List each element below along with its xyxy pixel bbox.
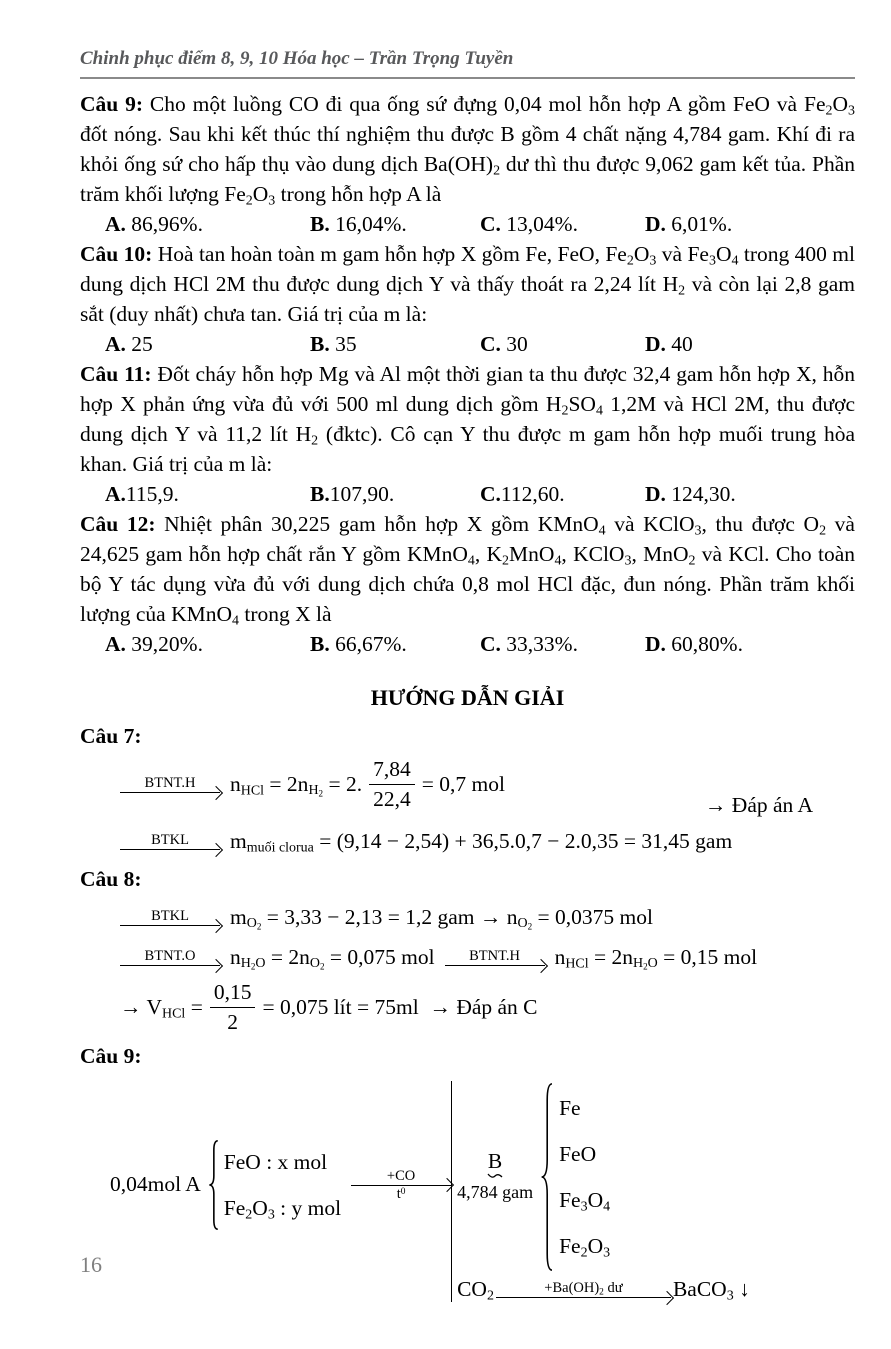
option-b — [310, 629, 480, 659]
option-c — [480, 329, 645, 359]
question-9-options — [105, 209, 855, 239]
solid-b-mass: 4,784 gam — [457, 1182, 534, 1203]
option-letter: A. — [105, 632, 126, 656]
denominator: 22,4 — [373, 786, 411, 811]
right-arrow-icon — [120, 792, 220, 793]
option-value: 60,80%. — [665, 632, 743, 656]
option-value: 86,96%. — [125, 212, 203, 236]
option-a — [105, 209, 310, 239]
cau8-line-1 — [120, 900, 855, 934]
question-12-text: Nhiệt phân 30,225 gam hỗn hợp X gồm KMnO$_4$ và KClO$_3$, thu được $O_2$ và 24,625 gam hỗn hợp chất rắn Y gồm KMnO$_4$, $K_2MnO_4$, KClO$_3$, MnO$_2$ và KCl. Cho toàn bộ Y tác dụng vừa đủ với dung dịch chứa 0,8 mol HCl đặc, đun nóng. Phần trăm khối lượng của KMnO$_4$ trong X là — [80, 512, 855, 629]
page-header: Chinh phục điểm 8, 9, 10 Hóa học – Trần Trọng Tuyền — [80, 48, 855, 79]
arrow-label: BTNT.H — [144, 775, 196, 792]
option-letter: A. — [105, 482, 126, 506]
formula: $n_{H_2O} = 2n_{O_2} = 0,075$ mol — [230, 944, 435, 972]
option-a — [105, 479, 310, 509]
question-11-options — [105, 479, 855, 509]
question-11-label: Câu 11: — [80, 362, 152, 386]
option-letter: A. — [105, 212, 126, 236]
curly-brace-icon — [540, 1081, 556, 1273]
question-9 — [80, 89, 855, 209]
arrow-label: BTKL — [151, 832, 189, 849]
formula: $m_{O_2} = 3,33 - 2,13 = 1,2$ gam → $n_{O_2} = 0,0375$ mol — [230, 904, 653, 932]
option-d — [645, 479, 855, 509]
mixture-a-item: FeO : x mol — [223, 1149, 328, 1174]
labeled-arrow — [445, 948, 545, 966]
mixture-b-item: $Fe_3O_4$ — [559, 1187, 611, 1215]
option-letter: B. — [310, 482, 330, 506]
arrow-label: $+Ba(OH)_2$ dư — [544, 1280, 623, 1298]
option-value: 33,33%. — [500, 632, 578, 656]
reactant-amount: 0,04mol A — [110, 1172, 201, 1197]
right-arrow-icon — [120, 965, 220, 966]
option-value: 66,67%. — [329, 632, 407, 656]
option-b — [310, 329, 480, 359]
arrow-label: BTNT.H — [469, 948, 521, 965]
diagram-reactants — [110, 1139, 451, 1231]
option-a — [105, 629, 310, 659]
solid-b-mass-block — [457, 1150, 533, 1203]
right-arrow-icon — [445, 965, 545, 966]
arrow-label: BTNT.O — [144, 948, 196, 965]
option-value: 112,60. — [500, 482, 565, 506]
arrow-label: BTKL — [151, 908, 189, 925]
underbrace-icon — [487, 1172, 503, 1179]
question-10-label: Câu 10: — [80, 242, 153, 266]
cau8-line-2 — [120, 940, 855, 974]
option-value: 124,30. — [665, 482, 736, 506]
option-value: 40 — [665, 332, 693, 356]
option-letter: C. — [480, 632, 501, 656]
option-value: 115,9. — [125, 482, 179, 506]
option-c — [480, 209, 645, 239]
option-letter: C. — [480, 332, 501, 356]
formula: $m_{muối clorua} = (9,14 - 2,54) + 36,5.0,7 - 2.0,35 = 31,45$ gam — [230, 828, 733, 856]
labeled-arrow — [120, 908, 220, 926]
page-number: 16 — [80, 1252, 102, 1277]
mixture-a-item: $Fe_2O_3$ : y mol — [223, 1195, 342, 1223]
option-d — [645, 329, 855, 359]
denominator: 2 — [227, 1010, 239, 1035]
right-arrow-icon — [120, 849, 220, 850]
arrow-sublabel: $t^0$ — [396, 1185, 406, 1202]
option-letter: D. — [645, 632, 666, 656]
option-letter: D. — [645, 332, 666, 356]
option-letter: C. — [480, 482, 501, 506]
labeled-arrow — [120, 832, 220, 850]
option-value: 13,04%. — [500, 212, 578, 236]
option-c — [480, 479, 645, 509]
curly-brace-icon — [208, 1139, 221, 1231]
solid-b-letter: B — [487, 1149, 503, 1174]
question-12-label: Câu 12: — [80, 512, 156, 536]
mixture-a-list — [224, 1139, 341, 1231]
option-value: 35 — [329, 332, 357, 356]
cau7-line-2 — [120, 824, 855, 858]
co2-reaction-line — [457, 1277, 750, 1302]
option-letter: C. — [480, 212, 501, 236]
question-10-options — [105, 329, 855, 359]
numerator: 0,15 — [210, 980, 256, 1008]
right-arrow-icon — [351, 1185, 451, 1186]
formula: $n_{HCl} = 2n_{H_2} = 2$. — [230, 771, 363, 799]
labeled-arrow — [120, 775, 220, 793]
fraction — [369, 757, 415, 811]
option-value: 30 — [500, 332, 528, 356]
numerator: 7,84 — [369, 757, 415, 785]
option-d — [645, 629, 855, 659]
mixture-b-item: FeO — [559, 1141, 597, 1166]
option-value: 39,20%. — [125, 632, 203, 656]
right-arrow-icon — [120, 925, 220, 926]
mixture-b-item: $Fe_2O_3$ — [559, 1233, 611, 1261]
cau9-diagram — [110, 1081, 855, 1302]
fraction — [210, 980, 256, 1034]
arrow-label: +CO — [386, 1167, 416, 1184]
option-b — [310, 209, 480, 239]
formula: $n_{HCl} = 2n_{H_2O} = 0,15$ mol — [554, 944, 758, 972]
precipitate-formula: BaCO$_3$ ↓ — [672, 1276, 750, 1304]
co2-formula: $CO_2$ — [457, 1276, 494, 1304]
question-10-text: Hoà tan hoàn toàn m gam hỗn hợp X gồm Fe, FeO, $Fe_2O_3$ và $Fe_3O_4$ trong 400 ml dung dịch HCl 2M thu được dung dịch Y và thấy thoát ra 2,24 lít $H_2$ và còn lại 2,8 gam sắt (duy nhất) chưa tan. Giá trị của m là: — [80, 242, 856, 326]
answer-cau7: → Đáp án A — [704, 793, 813, 818]
question-9-label: Câu 9: — [80, 92, 144, 116]
question-11 — [80, 359, 855, 479]
solution-cau9-label: Câu 9: — [80, 1043, 142, 1068]
formula: → $V_{HCl}$ = — [120, 995, 203, 1022]
solution-cau8-label: Câu 8: — [80, 867, 142, 892]
option-letter: B. — [310, 332, 330, 356]
labeled-arrow — [496, 1280, 671, 1298]
solid-b-group — [457, 1081, 750, 1273]
question-12-options — [105, 629, 855, 659]
question-10 — [80, 239, 855, 329]
option-letter: B. — [310, 212, 330, 236]
labeled-arrow — [120, 948, 220, 966]
option-value: 16,04%. — [329, 212, 407, 236]
question-9-text: Cho một luồng CO đi qua ống sứ đựng 0,04 mol hỗn hợp A gồm FeO và $Fe_2O_3$ đốt nóng. Sau khi kết thúc thí nghiệm thu được B gồm 4 chất nặng 4,784 gam. Khí đi ra khỏi ống sứ cho hấp thụ vào dung dịch $Ba(OH)_2$ dư thì thu được 9,062 gam kết tủa. Phần trăm khối lượng $Fe_2O_3$ trong hỗn hợp A là — [80, 92, 855, 209]
labeled-arrow — [351, 1168, 451, 1202]
option-value: 107,90. — [329, 482, 395, 506]
option-letter: D. — [645, 212, 666, 236]
formula: = 0,075 lít = 75ml → Đáp án C — [262, 995, 538, 1020]
option-letter: A. — [105, 332, 126, 356]
option-b — [310, 479, 480, 509]
question-11-text: Đốt cháy hỗn hợp Mg và Al một thời gian ta thu được 32,4 gam hỗn hợp X, hỗn hợp X phản ứng vừa đủ với 500 ml dung dịch gồm $H_2SO_4$ 1,2M và HCl 2M, thu được dung dịch Y và 11,2 lít $H_2$ (đktc). Cô cạn Y thu được m gam hỗn hợp muối trung hòa khan. Giá trị của m là: — [80, 362, 856, 476]
diagram-products — [451, 1081, 750, 1302]
formula: = 0,7 mol — [421, 771, 505, 796]
option-value: 25 — [125, 332, 153, 356]
right-arrow-icon — [496, 1297, 671, 1298]
option-letter: D. — [645, 482, 666, 506]
mixture-b-list — [559, 1085, 610, 1269]
solution-cau7-label: Câu 7: — [80, 724, 142, 748]
question-12 — [80, 509, 855, 629]
solutions-heading: HƯỚNG DẪN GIẢI — [370, 685, 565, 710]
option-letter: B. — [310, 632, 330, 656]
option-d — [645, 209, 855, 239]
option-a — [105, 329, 310, 359]
cau8-line-3 — [120, 980, 855, 1034]
option-value: 6,01%. — [665, 212, 733, 236]
option-c — [480, 629, 645, 659]
mixture-b-item: Fe — [559, 1095, 581, 1120]
